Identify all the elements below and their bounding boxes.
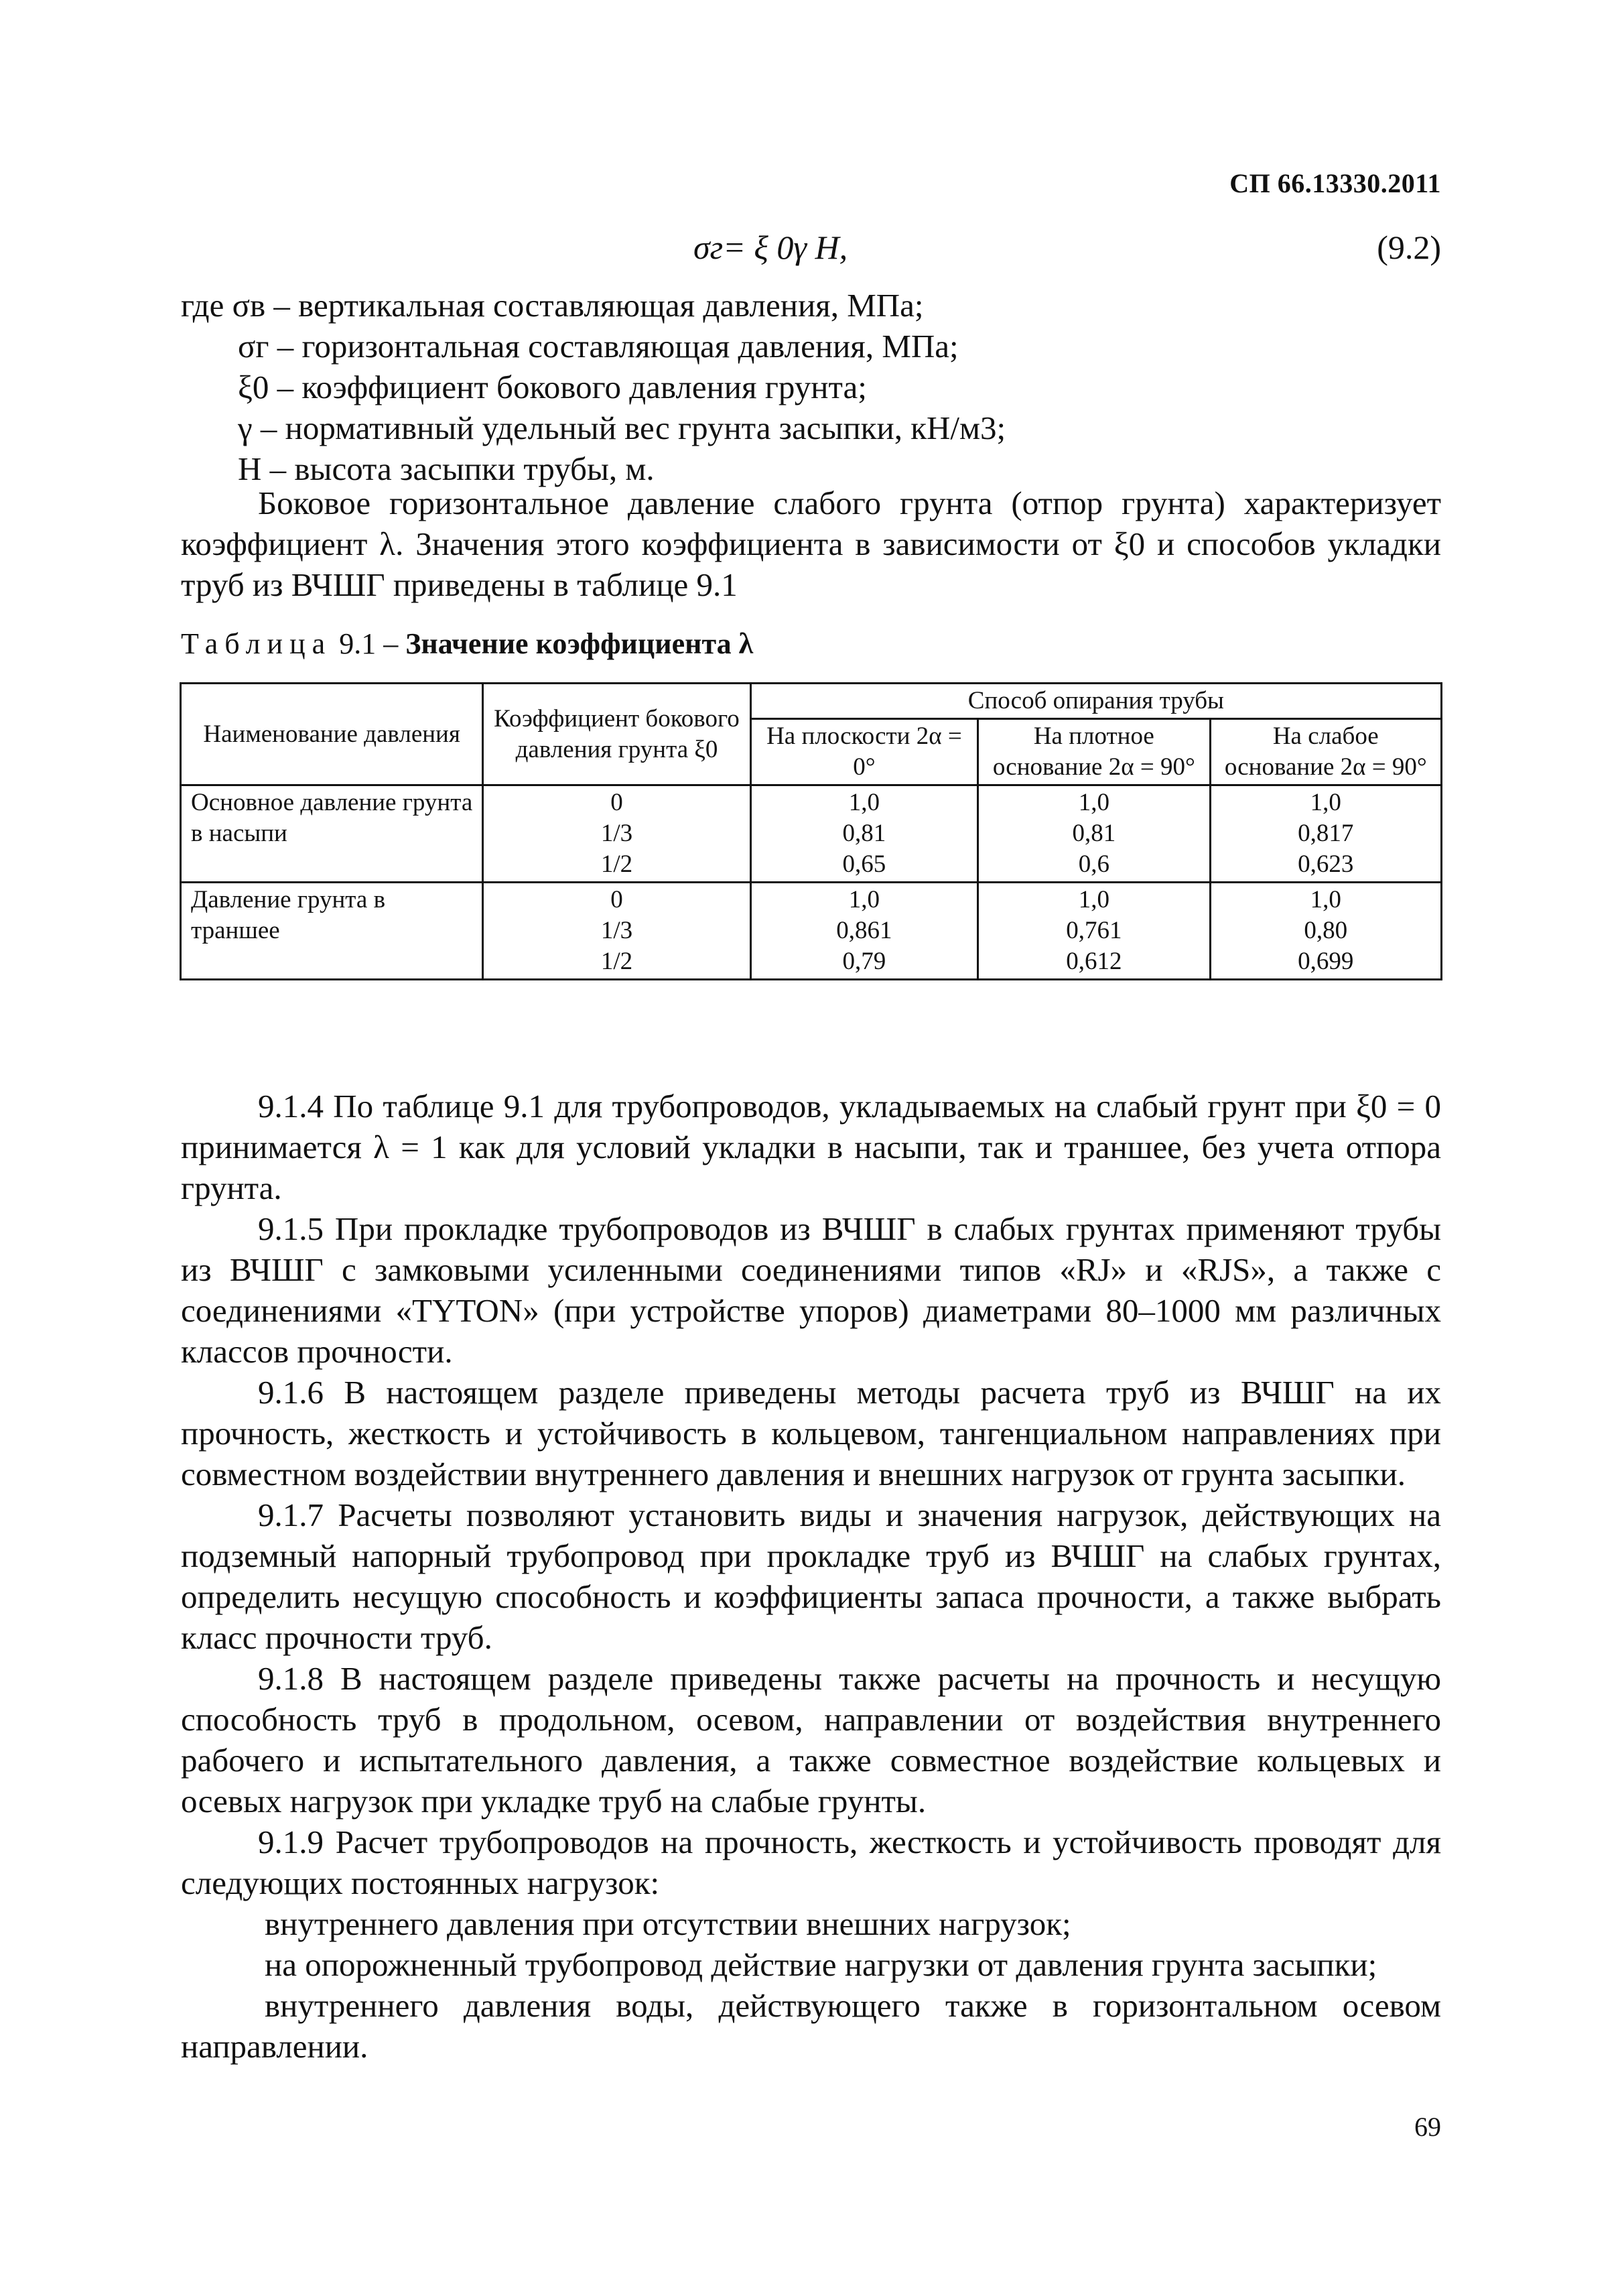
cell-value: 0,817 xyxy=(1298,820,1354,847)
table-caption-prefix: Таблица xyxy=(181,627,332,660)
paragraph-9-1-4: 9.1.4 По таблице 9.1 для трубопроводов, укладываемых на слабый грунт при ξ0 = 0 принимается λ = 1 как для условий укладки в насыпи, так и траншее, без учета отпора грунта. xyxy=(181,1088,1441,1206)
cell-value: 1,0 xyxy=(1310,886,1341,913)
cell-value: 0,623 xyxy=(1298,850,1354,878)
intro-section xyxy=(181,483,1441,605)
cell-value: 0,65 xyxy=(842,850,886,878)
cell-value: 0,81 xyxy=(842,820,886,847)
table-caption xyxy=(181,627,753,661)
cell-value: 0,612 xyxy=(1066,948,1122,975)
coefficient-table xyxy=(180,682,1442,980)
paragraph-9-1-5: 9.1.5 При прокладке трубопроводов из ВЧШГ в слабых грунтах применяют трубы из ВЧШГ с замковыми усиленными соединениями типов «RJ» и «RJS», а также с соединениями «TYTON» (при устройстве упоров) диаметрами 80–1000 мм различных классов прочности. xyxy=(181,1210,1441,1370)
formula: σг= ξ 0γ H, xyxy=(693,229,848,266)
paragraph-9-1-9: 9.1.9 Расчет трубопроводов на прочность, жесткость и устойчивость проводят для следующих постоянных нагрузок: xyxy=(181,1824,1441,1901)
row-name: Давление грунта в траншее xyxy=(181,883,483,980)
symbol-definitions xyxy=(181,285,1441,489)
header-pressure-name: Наименование давления xyxy=(181,684,483,785)
formula-row xyxy=(181,228,1441,275)
cell-value: 0 xyxy=(610,789,623,816)
table-row xyxy=(181,883,1442,980)
cell-value: 1,0 xyxy=(848,886,880,913)
page-number: 69 xyxy=(1414,2112,1441,2142)
list-item: на опорожненный трубопровод действие нагрузки от давления грунта засыпки; xyxy=(265,1946,1377,1983)
cell-value: 1,0 xyxy=(1078,789,1109,816)
cell-value: 1,0 xyxy=(848,789,880,816)
table-caption-number: 9.1 – xyxy=(339,627,406,660)
row-name: Основное давление грунта в насыпи xyxy=(181,785,483,883)
header-support-method: Способ опирания трубы xyxy=(750,684,1441,719)
header-xi: Коэффициент бокового давления грунта ξ0 xyxy=(483,684,750,785)
cell-value: 1,0 xyxy=(1310,789,1341,816)
definition-line: ξ0 – коэффициент бокового давления грунта; xyxy=(238,369,867,405)
cell-value: 0,79 xyxy=(842,948,886,975)
table-caption-title: Значение коэффициента λ xyxy=(405,627,754,660)
cell-value: 1/3 xyxy=(600,820,633,847)
cell-flat xyxy=(750,883,977,980)
formula-number: (9.2) xyxy=(1377,229,1441,266)
cell-flat xyxy=(750,785,977,883)
cell-value: 1/2 xyxy=(600,850,633,878)
cell-value: 0,6 xyxy=(1078,850,1109,878)
cell-value: 0,80 xyxy=(1304,917,1348,944)
cell-weak xyxy=(1210,883,1441,980)
cell-value: 0 xyxy=(610,886,623,913)
intro-paragraph: Боковое горизонтальное давление слабого грунта (отпор грунта) характеризует коэффициент λ. Значения этого коэффициента в зависимости от ξ0 и способов укладки труб из ВЧШГ приведены в таблице 9.1 xyxy=(181,485,1441,603)
definition-line: γ – нормативный удельный вес грунта засыпки, кН/м3; xyxy=(238,409,1006,446)
definition-line: H – высота засыпки трубы, м. xyxy=(238,450,655,487)
list-item: внутреннего давления воды, действующего также в горизонтальном осевом направлении. xyxy=(181,1987,1441,2065)
cell-value: 0,861 xyxy=(836,917,892,944)
header-dense-base: На плотное основание 2α = 90° xyxy=(978,719,1210,785)
cell-dense xyxy=(978,785,1210,883)
header-flat: На плоскости 2α = 0° xyxy=(750,719,977,785)
paragraph-9-1-6: 9.1.6 В настоящем разделе приведены методы расчета труб из ВЧШГ на их прочность, жесткость и устойчивость в кольцевом, тангенциальном направлениях при совместном воздействии внутреннего давления и внешних нагрузок от грунта засыпки. xyxy=(181,1374,1441,1492)
definition-line: σг – горизонтальная составляющая давления, МПа; xyxy=(238,328,959,365)
paragraph-9-1-7: 9.1.7 Расчеты позволяют установить виды и значения нагрузок, действующих на подземный напорный трубопровод при прокладке труб из ВЧШГ на слабых грунтах, определить несущую способность и коэффициенты запаса прочности, а также выбрать класс прочности труб. xyxy=(181,1496,1441,1656)
list-item: внутреннего давления при отсутствии внешних нагрузок; xyxy=(265,1905,1071,1942)
cell-value: 0,699 xyxy=(1298,948,1354,975)
cell-value: 1,0 xyxy=(1078,886,1109,913)
document-code: СП 66.13330.2011 xyxy=(1229,168,1441,198)
body-section xyxy=(181,1086,1441,2067)
table-row xyxy=(181,785,1442,883)
cell-xi xyxy=(483,883,750,980)
cell-xi xyxy=(483,785,750,883)
cell-value: 0,761 xyxy=(1066,917,1122,944)
cell-dense xyxy=(978,883,1210,980)
paragraph-9-1-8: 9.1.8 В настоящем разделе приведены также расчеты на прочность и несущую способность труб в продольном, осевом, направлении от воздействия внутреннего рабочего и испытательного давления, а также совместное воздействие кольцевых и осевых нагрузок при укладке труб на слабые грунты. xyxy=(181,1660,1441,1820)
table-header-row xyxy=(181,684,1442,719)
definition-line: где σв – вертикальная составляющая давления, МПа; xyxy=(181,287,924,324)
cell-value: 0,81 xyxy=(1072,820,1116,847)
cell-value: 1/2 xyxy=(600,948,633,975)
cell-value: 1/3 xyxy=(600,917,633,944)
header-weak-base: На слабое основание 2α = 90° xyxy=(1210,719,1441,785)
cell-weak xyxy=(1210,785,1441,883)
